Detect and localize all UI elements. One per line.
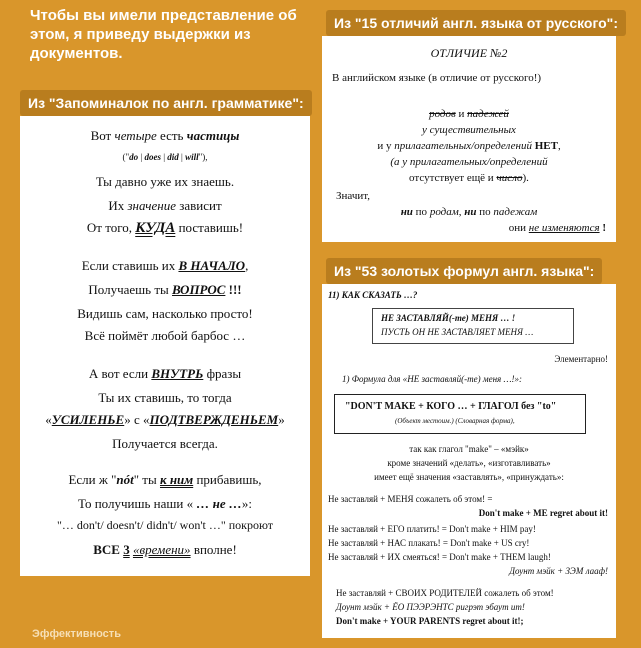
header-top-right: Из "15 отличий англ. языка от русского": [326,10,626,36]
poem-line: Ты их ставишь, то тогда [98,390,232,405]
example-line: Не заставляй + МЕНЯ сожалеть об этом! = [328,494,493,504]
example-line: Don't make + YOUR PARENTS regret about it!; [336,616,524,626]
text-line: В английском языке (в отличие от русского!) [332,72,542,84]
text-line: ни по родам, ни по падежам [400,206,538,218]
box-line: ПУСТЬ ОН НЕ ЗАСТАВЛЯЕТ МЕНЯ … [381,327,534,337]
text-line: и у прилагательных/определений НЕТ, [377,140,561,152]
left-excerpt-panel [20,116,310,576]
text-line: кроме значений «делать», «изготавливать» [387,458,551,468]
poem-line: "… don't/ doesn't/ didn't/ won't …" покроют [56,518,274,532]
text-line: Значит, [336,190,370,202]
poem-line: Их значение зависит [108,198,222,213]
poem-line: ("do | does | did | will"), [122,152,208,162]
example-line: Не заставляй + ИХ смеяться! = Don't make + THEM laugh! [328,552,551,562]
example-box [372,308,574,344]
formula-main: "DON'T MAKE + КОГО … + ГЛАГОЛ без "to" [345,401,557,412]
formula-box [334,394,586,434]
bottom-right-excerpt-panel [322,284,616,638]
text-line: имеет ещё значения «заставлять», «принуждать»: [374,472,564,482]
formula-sub: (Объект местоим.) (Словарная форма), [395,417,515,425]
poem-line: А вот если ВНУТРЬ фразы [88,366,242,381]
box-line: НЕ ЗАСТАВЛЯЙ(-те) МЕНЯ … ! [381,313,516,323]
header-left: Из "Запоминалок по англ. грамматике": [20,90,312,116]
text-line: отсутствует ещё и число). [409,172,529,184]
poem-line: То получишь наши « … не …»: [78,496,252,511]
poem-line: «УСИЛЕНЬЕ» с «ПОДТВЕРЖДЕНЬЕМ» [45,412,285,427]
intro-text: Чтобы вы имели представление об этом, я приведу выдержки из документов. [30,7,297,62]
top-right-excerpt-panel [322,36,616,242]
text-line: они не изменяются ! [508,222,606,234]
text-line: Элементарно! [554,354,608,364]
example-line: Не заставляй + СВОИХ РОДИТЕЛЕЙ сожалеть об этом! [336,588,554,598]
text-line: (а у прилагательных/определений [390,156,548,168]
example-line: Не заставляй + НАС плакать! = Don't make + US cry! [328,538,530,548]
formula-line: 1) Формула для «НЕ заставляй(-те) меня …!»: [342,374,522,384]
text-line: родов и падежей [429,108,509,120]
example-line: Don't make + ME regret about it! [478,508,608,518]
poem-line: ВСЕ 3 «времени» вполне! [93,542,237,557]
section-title: ОТЛИЧИЕ №2 [430,46,508,60]
example-line: Не заставляй + ЕГО платить! = Don't make + HIM pay! [328,524,536,534]
poem-line: Всё поймёт любой барбос … [84,328,246,343]
header-bottom-right: Из "53 золотых формул англ. языка": [326,258,602,284]
poem-line: Получается всегда. [112,436,218,451]
poem-line: Получаешь ты ВОПРОС !!! [88,282,242,297]
example-line: Доунт мэйк + ЁО ПЭЭРЭНТС ригрэт эбаут ит! [336,602,525,612]
text-line: так как глагол "make" – «мэйк» [409,444,529,454]
poem-line: Вот четыре есть частицы [90,128,240,143]
question-line: 11) КАК СКАЗАТЬ …? [328,290,418,300]
poem-line: Если ставишь их В НАЧАЛО, [81,258,249,273]
poem-line: Видишь сам, насколько просто! [77,306,253,321]
footer-caption: Эффективность [32,628,121,640]
poem-line: Если ж "nót" ты к ним прибавишь, [68,472,262,487]
poem-line: Ты давно уже их знаешь. [95,174,235,189]
text-line: у существительных [422,124,516,136]
example-line: Доунт мэйк + ЗЭМ лааф! [509,566,608,576]
poem-line: От того, КУДА поставишь! [86,220,244,236]
